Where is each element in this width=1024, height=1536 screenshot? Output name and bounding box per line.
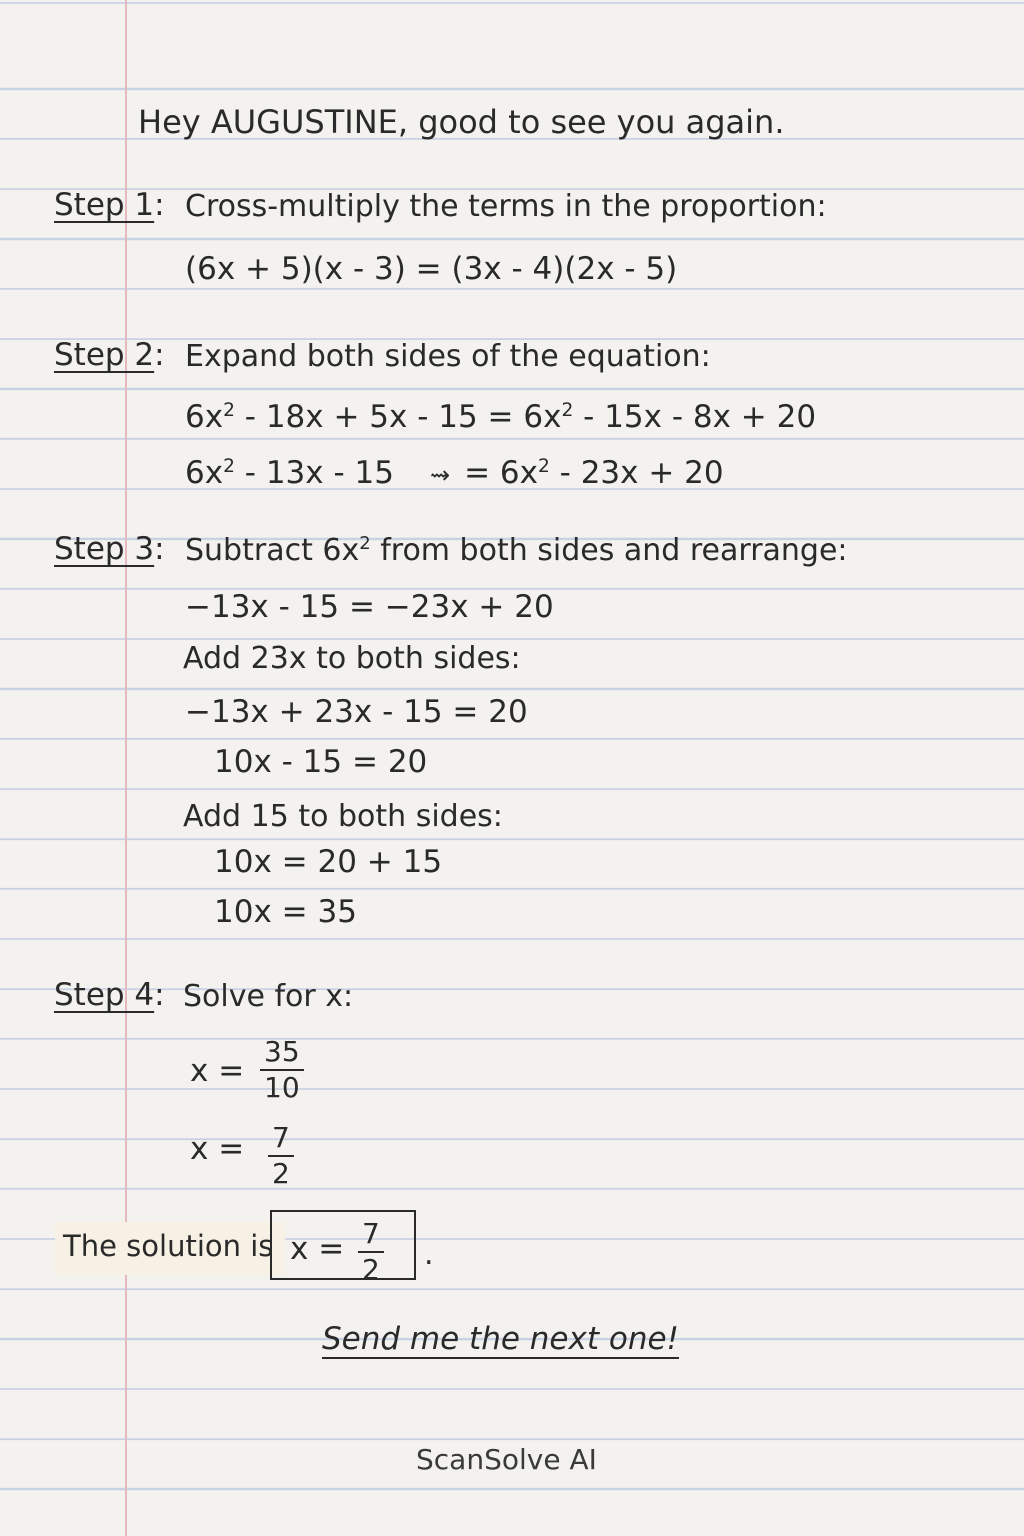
step-2-label: Step 2: (54, 337, 165, 373)
solution-fraction: $\frac{7}{2}$ (358, 1220, 384, 1284)
notebook-margin-line (125, 0, 127, 1536)
step-3-line-3: −13x + 23x - 15 = 20 (185, 694, 528, 730)
step-1-label: Step 1: (54, 187, 165, 223)
step-3-line-2: Add 23x to both sides: (183, 641, 521, 676)
step-3-description: Subtract $6x^2$ from both sides and rearrange: (185, 533, 848, 568)
fraction-1-lhs: x = (190, 1053, 245, 1089)
brand-footer: ScanSolve AI (416, 1443, 597, 1476)
step-2-description: Expand both sides of the equation: (185, 339, 711, 374)
step-2-equation-2: $6x^2 - 13x - 15$ ⇝ = $6x^2 - 23x + 20$ (185, 455, 724, 491)
fraction-35-over-10: $\frac{35}{10}$ (260, 1038, 304, 1102)
fraction-2-lhs: x = (190, 1131, 245, 1167)
step-3-label: Step 3: (54, 531, 165, 567)
step-4-label: Step 4: (54, 977, 165, 1013)
step-3-line-6: 10x = 20 + 15 (214, 844, 443, 880)
fraction-7-over-2: $\frac{7}{2}$ (268, 1124, 294, 1188)
step-3-line-1: −13x - 15 = −23x + 20 (185, 589, 554, 625)
step-4-description: Solve for x: (183, 979, 354, 1014)
step-1-description: Cross-multiply the terms in the proportion: (185, 189, 827, 224)
solution-lhs: x = (290, 1231, 345, 1267)
step-3-line-7: 10x = 35 (214, 894, 357, 930)
squiggle-arrow-icon: ⇝ (429, 461, 451, 489)
solution-label: The solution is (55, 1222, 285, 1275)
greeting: Hey AUGUSTINE, good to see you again. (138, 103, 785, 141)
next-problem-link[interactable]: Send me the next one! (322, 1321, 679, 1357)
step-2-equation-1: $6x^2 - 18x + 5x - 15 = 6x^2 - 15x - 8x + 20$ (185, 399, 817, 435)
step-3-line-5: Add 15 to both sides: (183, 799, 503, 834)
step-1-equation: (6x + 5)(x - 3) = (3x - 4)(2x - 5) (185, 251, 678, 287)
step-3-line-4: 10x - 15 = 20 (214, 744, 428, 780)
solution-period: . (424, 1237, 434, 1272)
